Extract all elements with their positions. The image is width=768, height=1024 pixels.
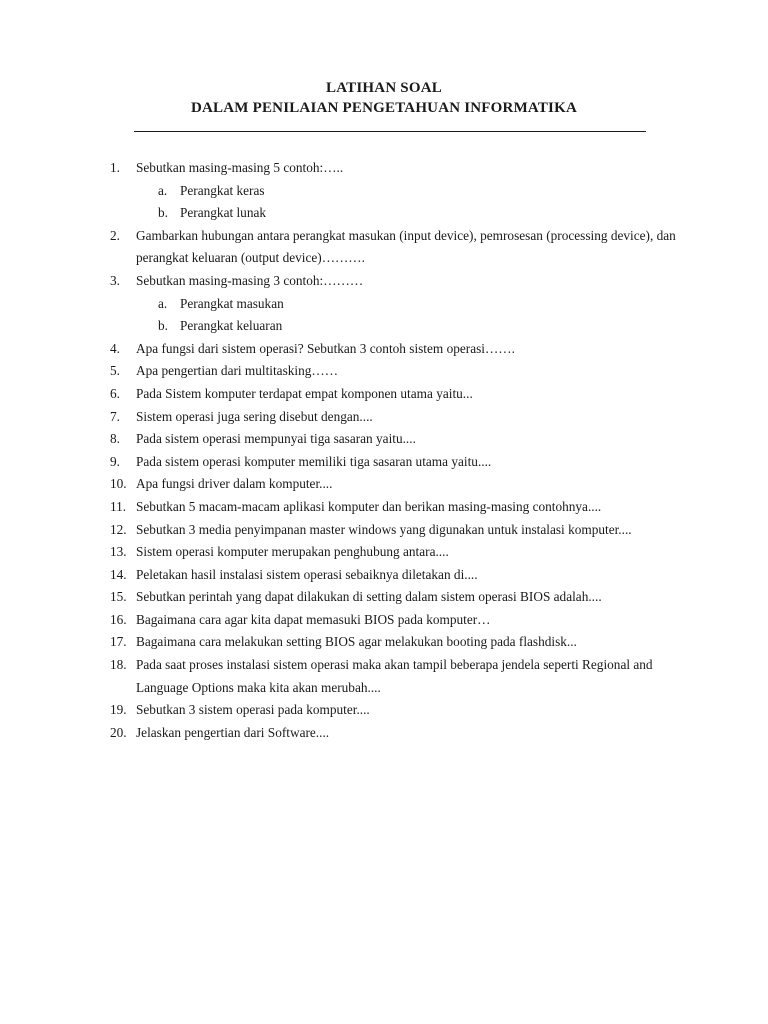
question-item (110, 699, 690, 722)
question-text: Sebutkan 3 media penyimpanan master windows yang digunakan untuk instalasi komputer.... (136, 521, 632, 537)
title-underline (134, 131, 646, 132)
sub-question-letter: a. (158, 295, 168, 311)
question-text: Sebutkan masing-masing 5 contoh:….. (136, 160, 344, 175)
question-text: Apa fungsi dari sistem operasi? Sebutkan 3 contoh sistem operasi……. (136, 340, 515, 356)
question-number: 9. (110, 453, 120, 469)
question-item (110, 270, 690, 293)
question-text: Apa pengertian dari multitasking…… (136, 363, 338, 379)
sub-question-text: Perangkat masukan (180, 295, 284, 311)
question-number: 15. (110, 589, 127, 605)
question-text: Sebutkan 5 macam-macam aplikasi komputer dan berikan masing-masing contohnya.... (136, 498, 602, 514)
question-item (110, 338, 690, 361)
question-item (110, 225, 690, 270)
sub-question-item (110, 180, 690, 203)
sub-question-item (110, 293, 690, 316)
question-item (110, 451, 690, 474)
question-item (110, 631, 690, 654)
question-item (110, 473, 690, 496)
question-number: 2. (110, 227, 120, 243)
question-item (110, 654, 690, 699)
sub-question-item (110, 202, 690, 225)
question-text: Peletakan hasil instalasi sistem operasi sebaiknya diletakan di.... (136, 566, 478, 582)
question-text: Sebutkan 3 sistem operasi pada komputer.... (136, 702, 370, 718)
question-item (110, 722, 690, 745)
question-item (110, 519, 690, 542)
question-text: Pada Sistem komputer terdapat empat komponen utama yaitu... (136, 385, 473, 401)
question-item (110, 157, 690, 180)
question-number: 10. (110, 476, 127, 492)
question-text: Pada sistem operasi mempunyai tiga sasaran yaitu.... (136, 431, 416, 447)
question-text: Pada sistem operasi komputer memiliki tiga sasaran utama yaitu.... (136, 453, 492, 469)
question-item (110, 406, 690, 429)
question-item (110, 428, 690, 451)
question-item (110, 564, 690, 587)
question-number: 17. (110, 634, 127, 650)
question-number: 11. (110, 498, 127, 514)
question-number: 1. (110, 160, 120, 175)
question-text: Bagaimana cara agar kita dapat memasuki BIOS pada komputer… (136, 611, 491, 627)
question-item (110, 360, 690, 383)
page-subtitle: DALAM PENILAIAN PENGETAHUAN INFORMATIKA (190, 100, 577, 116)
question-text: Bagaimana cara melakukan setting BIOS agar melakukan booting pada flashdisk... (136, 634, 577, 650)
question-number: 6. (110, 385, 120, 401)
question-item (110, 586, 690, 609)
question-number: 20. (110, 724, 127, 740)
sub-question-text: Perangkat lunak (180, 205, 267, 221)
question-number: 4. (110, 340, 120, 356)
question-text: Gambarkan hubungan antara perangkat masukan (input device), pemrosesan (processing device), dan perangkat keluaran (output device)………. (136, 227, 676, 266)
question-item (110, 496, 690, 519)
question-item (110, 383, 690, 406)
question-number: 3. (110, 272, 120, 288)
question-number: 13. (110, 544, 127, 560)
sub-question-letter: b. (158, 318, 168, 334)
question-number: 8. (110, 431, 120, 447)
question-text: Sistem operasi juga sering disebut dengan.... (136, 408, 373, 424)
sub-question-item (110, 315, 690, 338)
question-item (110, 541, 690, 564)
question-list (110, 157, 690, 744)
question-number: 7. (110, 408, 120, 424)
question-number: 5. (110, 363, 120, 379)
question-number: 16. (110, 611, 127, 627)
sub-question-letter: a. (158, 182, 168, 198)
question-text: Sistem operasi komputer merupakan penghubung antara.... (136, 544, 449, 560)
question-text: Jelaskan pengertian dari Software.... (136, 724, 330, 740)
question-number: 14. (110, 566, 127, 582)
question-number: 12. (110, 521, 127, 537)
question-text: Sebutkan perintah yang dapat dilakukan di setting dalam sistem operasi BIOS adalah.... (136, 589, 602, 605)
question-text: Pada saat proses instalasi sistem operasi maka akan tampil beberapa jendela seperti Regional and Language Options maka kita akan merubah.... (136, 657, 653, 695)
page-title: LATIHAN SOAL (326, 80, 442, 96)
sub-question-letter: b. (158, 205, 168, 221)
question-number: 18. (110, 657, 127, 673)
question-text: Sebutkan masing-masing 3 contoh:……… (136, 272, 364, 288)
question-text: Apa fungsi driver dalam komputer.... (136, 476, 333, 492)
sub-question-text: Perangkat keras (180, 182, 265, 198)
document-header (0, 78, 768, 118)
sub-question-text: Perangkat keluaran (180, 318, 283, 334)
question-item (110, 609, 690, 632)
question-number: 19. (110, 702, 127, 718)
